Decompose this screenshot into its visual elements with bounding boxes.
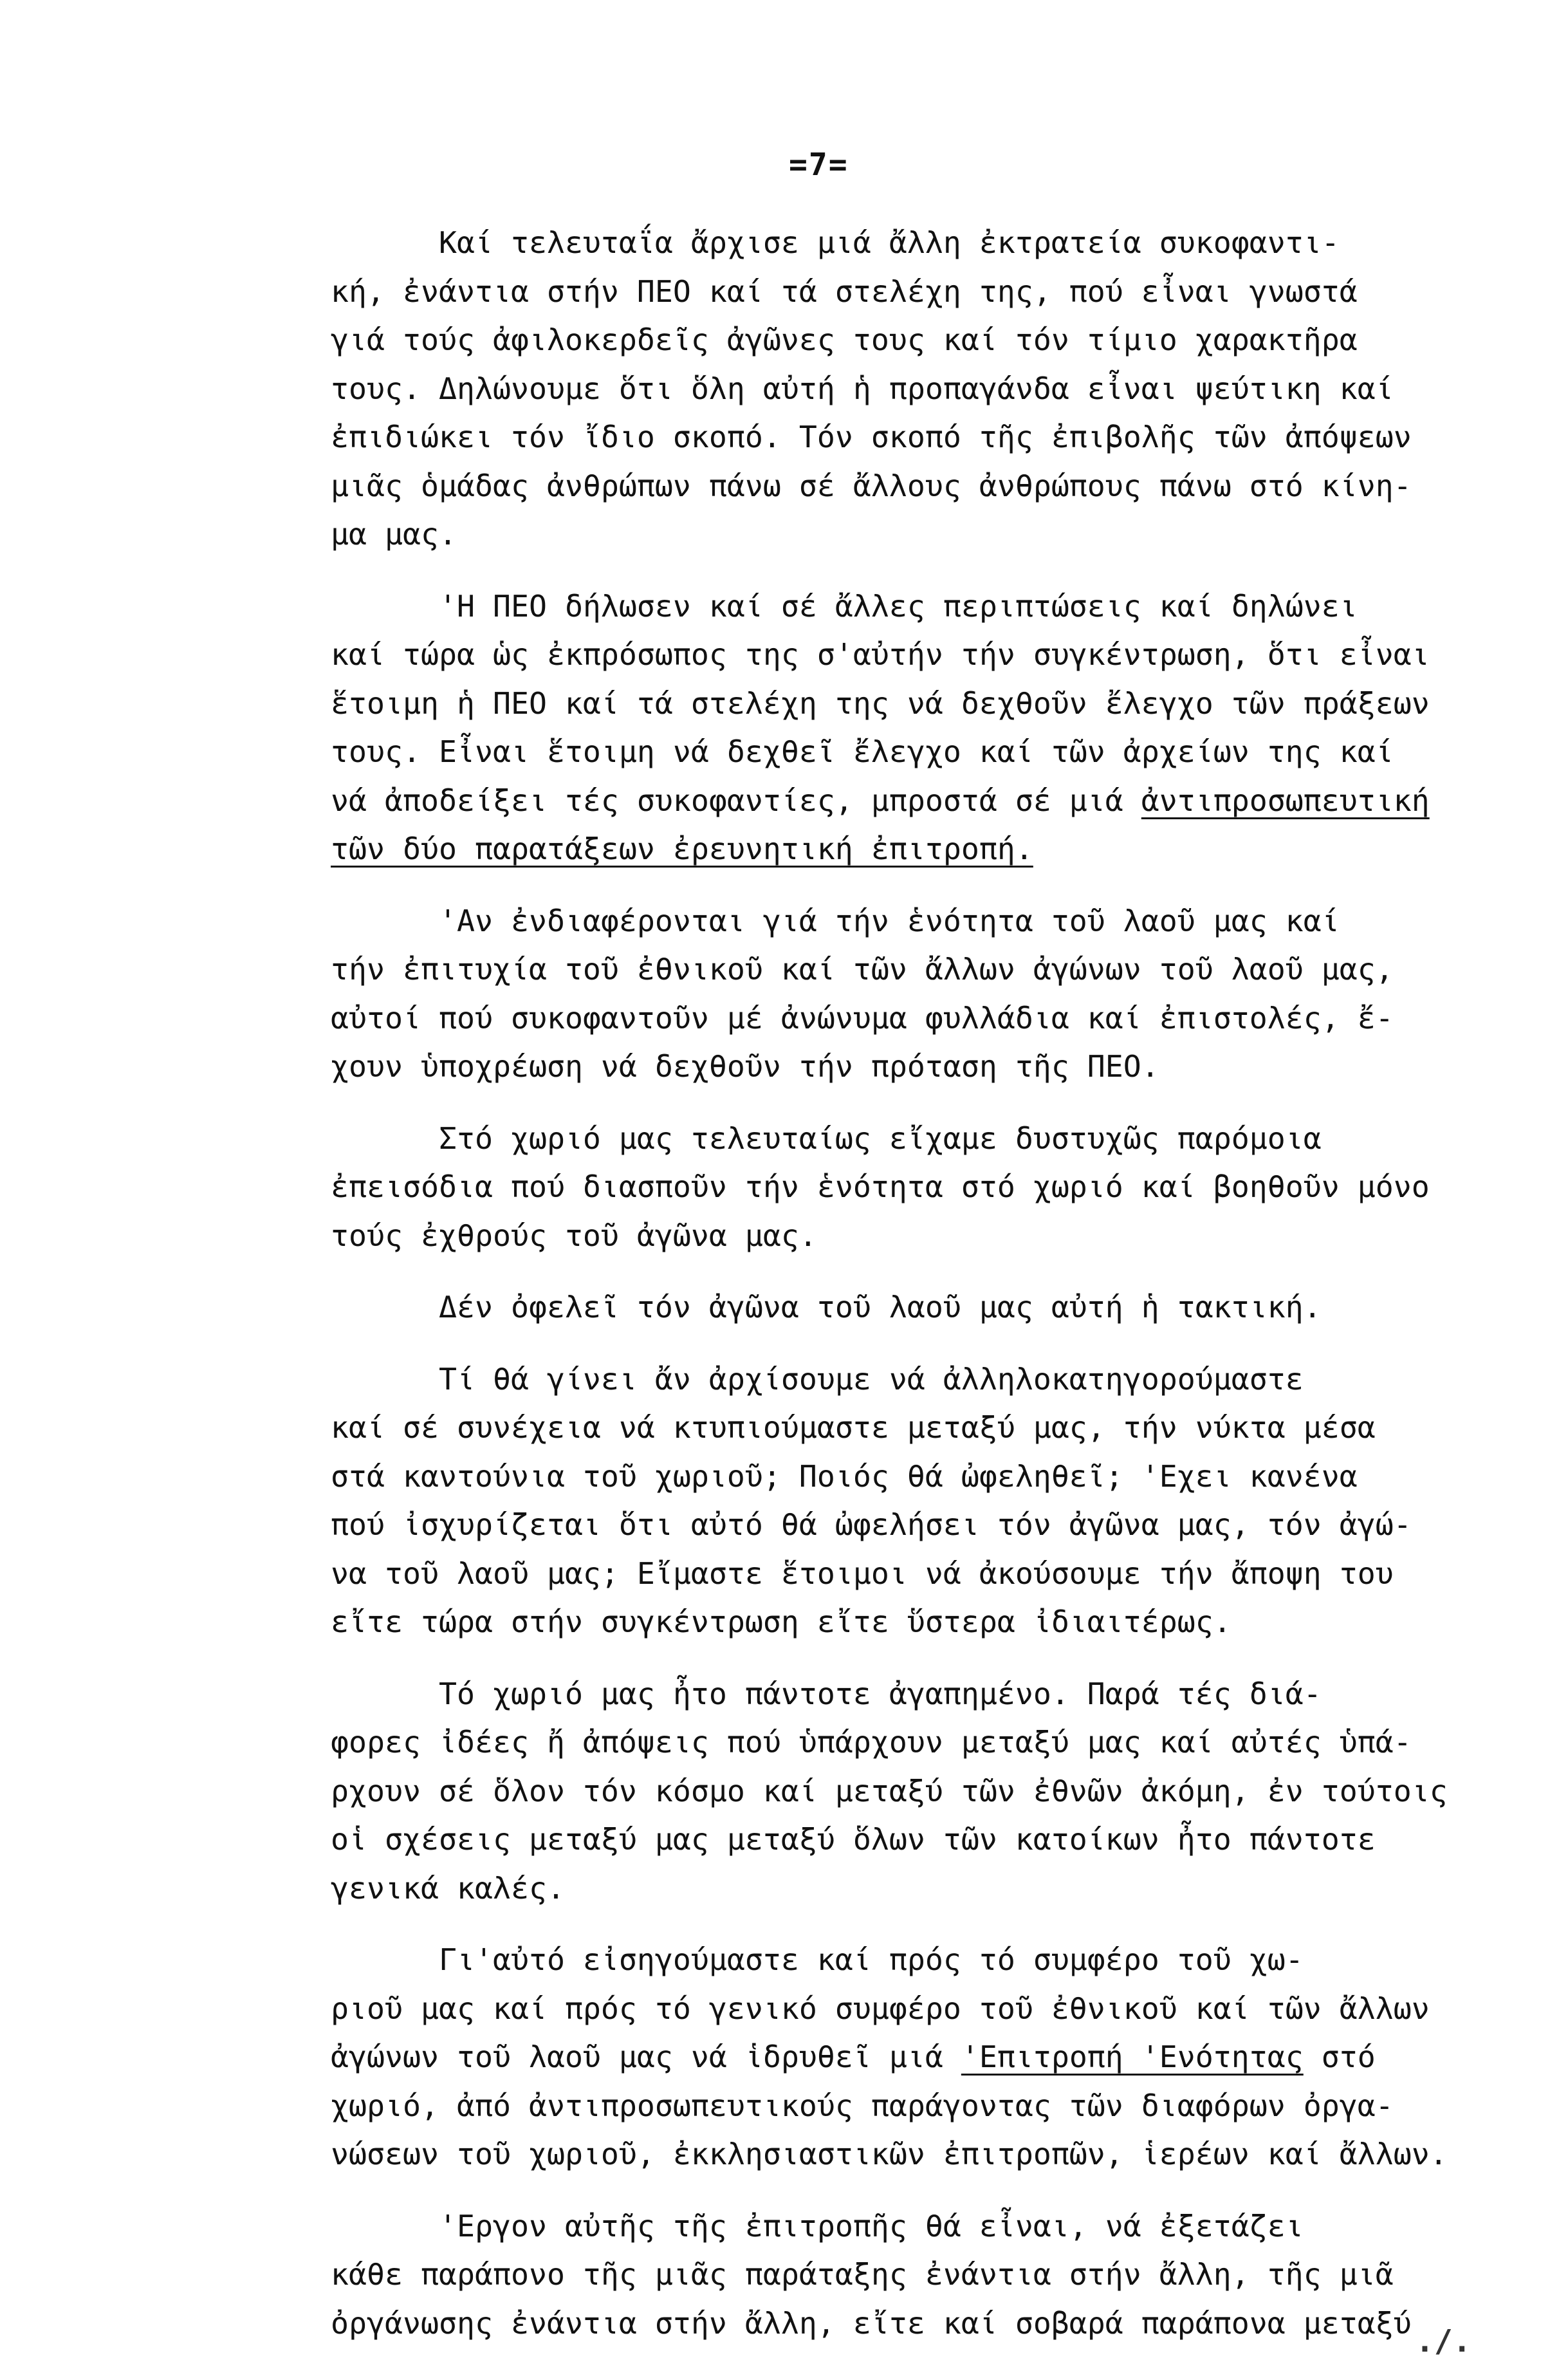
- text-run: πού ἰσχυρίζεται ὅτι αὐτό θά ὠφελήσει τόν ἀγῶνα μας, τόν ἀγώ-: [331, 1507, 1412, 1542]
- continuation-mark: ./.: [1416, 2323, 1471, 2359]
- paragraph: [331, 2202, 1547, 2348]
- text-run: τήν ἐπιτυχία τοῦ ἐθνικοῦ καί τῶν ἄλλων ἀγώνων τοῦ λαοῦ μας,: [331, 952, 1394, 987]
- text-line: [331, 365, 1547, 414]
- text-line: [331, 777, 1547, 826]
- paragraph-gap: [331, 874, 1547, 897]
- paragraph: [331, 219, 1547, 559]
- text-line: [331, 728, 1547, 777]
- text-run: Καί τελευταΐα ἄρχισε μιά ἄλλη ἐκτρατεία συκοφαντι-: [331, 225, 1340, 260]
- text-line: [331, 1501, 1547, 1550]
- paragraph-gap: [331, 1091, 1547, 1115]
- text-line: [331, 631, 1547, 680]
- text-line: [331, 1043, 1547, 1091]
- text-line: [331, 2299, 1547, 2348]
- text-line: [331, 1550, 1547, 1599]
- text-run: καί τώρα ὡς ἐκπρόσωπος της σ'αὐτήν τήν συγκέντρωση, ὅτι εἶναι: [331, 637, 1430, 672]
- text-line: [331, 582, 1547, 631]
- text-line: [331, 897, 1547, 946]
- text-line: [331, 1767, 1547, 1816]
- text-line: [331, 268, 1547, 317]
- text-run: 'Η ΠΕΟ δήλωσεν καί σέ ἄλλες περιπτώσεις καί δηλώνει: [331, 588, 1358, 624]
- paragraph: [331, 1115, 1547, 1261]
- text-run: Δέν ὀφελεῖ τόν ἀγῶνα τοῦ λαοῦ μας αὐτή ἡ τακτική.: [331, 1290, 1322, 1324]
- paragraph: [331, 1670, 1547, 1913]
- paragraph: [331, 582, 1547, 874]
- underlined-text: 'Επιτροπή 'Ενότητας: [961, 2039, 1304, 2074]
- text-run: οἱ σχέσεις μεταξύ μας μεταξύ ὅλων τῶν κατοίκων ἦτο πάντοτε: [331, 1822, 1376, 1857]
- text-line: [331, 219, 1547, 268]
- paragraph: [331, 897, 1547, 1091]
- paragraph-gap: [331, 1647, 1547, 1670]
- text-run: εἴτε τώρα στήν συγκέντρωση εἴτε ὕστερα ἰδιαιτέρως.: [331, 1604, 1231, 1639]
- underlined-text: τῶν δύο παρατάξεων ἐρευνητική ἐπιτροπή.: [331, 831, 1033, 866]
- page-number: =7=: [789, 147, 849, 183]
- text-line: [331, 1936, 1547, 1985]
- text-run: ρχουν σέ ὅλον τόν κόσμο καί μεταξύ τῶν ἐθνῶν ἀκόμη, ἐν τούτοις: [331, 1773, 1448, 1808]
- text-run: στό: [1303, 2039, 1376, 2074]
- text-run: αὐτοί πού συκοφαντοῦν μέ ἀνώνυμα φυλλάδια καί ἐπιστολές, ἔ-: [331, 1000, 1394, 1036]
- text-line: [331, 413, 1547, 462]
- text-run: Τί θά γίνει ἄν ἀρχίσουμε νά ἀλληλοκατηγορούμαστε: [331, 1361, 1304, 1397]
- text-run: κή, ἐνάντια στήν ΠΕΟ καί τά στελέχη της, πού εἶναι γνωστά: [331, 274, 1358, 309]
- text-line: [331, 316, 1547, 365]
- paragraph: [331, 1283, 1547, 1332]
- text-line: [331, 510, 1547, 559]
- text-line: [331, 2251, 1547, 2299]
- text-line: [331, 1283, 1547, 1332]
- text-line: [331, 945, 1547, 994]
- text-run: χουν ὑποχρέωση νά δεχθοῦν τήν πρόταση τῆς ΠΕΟ.: [331, 1049, 1159, 1084]
- text-line: [331, 2130, 1547, 2179]
- underlined-text: ἀντιπροσωπευτική: [1141, 783, 1430, 818]
- text-line: [331, 1404, 1547, 1453]
- text-run: φορες ἰδέες ἤ ἀπόψεις πού ὑπάρχουν μεταξύ μας καί αὐτές ὑπά-: [331, 1725, 1412, 1760]
- paragraph: [331, 1936, 1547, 2179]
- paragraph-gap: [331, 559, 1547, 582]
- paragraph-gap: [331, 1913, 1547, 1936]
- text-run: μα μας.: [331, 517, 457, 552]
- text-run: ὀργάνωσης ἐνάντια στήν ἄλλη, εἴτε καί σοβαρά παράπονα μεταξύ: [331, 2305, 1412, 2341]
- paragraph-gap: [331, 2179, 1547, 2202]
- text-line: [331, 680, 1547, 729]
- text-run: τους. Εἶναι ἕτοιμη νά δεχθεῖ ἔλεγχο καί τῶν ἀρχείων της καί: [331, 734, 1394, 769]
- text-run: νά ἀποδείξει τές συκοφαντίες, μπροστά σέ μιά: [331, 783, 1141, 818]
- text-run: τούς ἐχθρούς τοῦ ἀγῶνα μας.: [331, 1218, 817, 1253]
- text-run: 'Αν ἐνδιαφέρονται γιά τήν ἑνότητα τοῦ λαοῦ μας καί: [331, 903, 1340, 938]
- text-run: ριοῦ μας καί πρός τό γενικό συμφέρο τοῦ ἐθνικοῦ καί τῶν ἄλλων: [331, 1991, 1430, 2026]
- text-run: τους. Δηλώνουμε ὅτι ὅλη αὐτή ἡ προπαγάνδα εἶναι ψεύτικη καί: [331, 371, 1394, 406]
- text-run: νώσεων τοῦ χωριοῦ, ἐκκλησιαστικῶν ἐπιτροπῶν, ἱερέων καί ἄλλων.: [331, 2137, 1448, 2171]
- text-run: Τό χωριό μας ἦτο πάντοτε ἀγαπημένο. Παρά τές διά-: [331, 1676, 1322, 1711]
- text-line: [331, 1985, 1547, 2034]
- text-run: καί σέ συνέχεια νά κτυπιούμαστε μεταξύ μας, τήν νύκτα μέσα: [331, 1410, 1376, 1445]
- text-line: [331, 1115, 1547, 1164]
- text-run: ἐπεισόδια πού διασποῦν τήν ἑνότητα στό χωριό καί βοηθοῦν μόνο: [331, 1169, 1430, 1204]
- text-run: γενικά καλές.: [331, 1870, 565, 1906]
- text-line: [331, 1816, 1547, 1864]
- text-run: ἕτοιμη ἡ ΠΕΟ καί τά στελέχη της νά δεχθοῦν ἔλεγχο τῶν πράξεων: [331, 685, 1430, 721]
- text-run: 'Εργον αὐτῆς τῆς ἐπιτροπῆς θά εἶναι, νά ἐξετάζει: [331, 2208, 1304, 2243]
- text-line: [331, 2202, 1547, 2251]
- text-run: στά καντούνια τοῦ χωριοῦ; Ποιός θά ὠφεληθεῖ; 'Εχει κανένα: [331, 1458, 1358, 1494]
- text-line: [331, 2082, 1547, 2131]
- text-line: [331, 1212, 1547, 1261]
- paragraph-gap: [331, 1260, 1547, 1283]
- text-line: [331, 1453, 1547, 1501]
- text-line: [331, 462, 1547, 511]
- text-run: ἀγώνων τοῦ λαοῦ μας νά ἱδρυθεῖ μιά: [331, 2039, 961, 2074]
- text-run: Γι'αὐτό εἰσηγούμαστε καί πρός τό συμφέρο τοῦ χω-: [331, 1942, 1304, 1977]
- text-line: [331, 825, 1547, 874]
- text-line: [331, 994, 1547, 1043]
- text-run: χωριό, ἀπό ἀντιπροσωπευτικούς παράγοντας τῶν διαφόρων ὀργα-: [331, 2088, 1394, 2123]
- document-body: [331, 219, 1547, 2348]
- text-line: [331, 1598, 1547, 1647]
- text-run: ἐπιδιώκει τόν ἴδιο σκοπό. Τόν σκοπό τῆς ἐπιβολῆς τῶν ἀπόψεων: [331, 420, 1412, 454]
- text-line: [331, 1864, 1547, 1913]
- text-run: μιᾶς ὁμάδας ἀνθρώπων πάνω σέ ἄλλους ἀνθρώπους πάνω στό κίνη-: [331, 468, 1412, 503]
- text-line: [331, 1670, 1547, 1719]
- text-line: [331, 1718, 1547, 1767]
- text-run: Στό χωριό μας τελευταίως εἴχαμε δυστυχῶς παρόμοια: [331, 1120, 1322, 1156]
- text-run: κάθε παράπονο τῆς μιᾶς παράταξης ἐνάντια στήν ἄλλη, τῆς μιᾶ: [331, 2257, 1394, 2292]
- text-line: [331, 2033, 1547, 2082]
- text-run: να τοῦ λαοῦ μας; Εἴμαστε ἕτοιμοι νά ἀκούσουμε τήν ἄποψη του: [331, 1556, 1394, 1591]
- text-line: [331, 1355, 1547, 1404]
- paragraph-gap: [331, 1332, 1547, 1355]
- paragraph: [331, 1355, 1547, 1647]
- text-run: γιά τούς ἀφιλοκερδεῖς ἀγῶνες τους καί τόν τίμιο χαρακτῆρα: [331, 322, 1358, 357]
- text-line: [331, 1163, 1547, 1212]
